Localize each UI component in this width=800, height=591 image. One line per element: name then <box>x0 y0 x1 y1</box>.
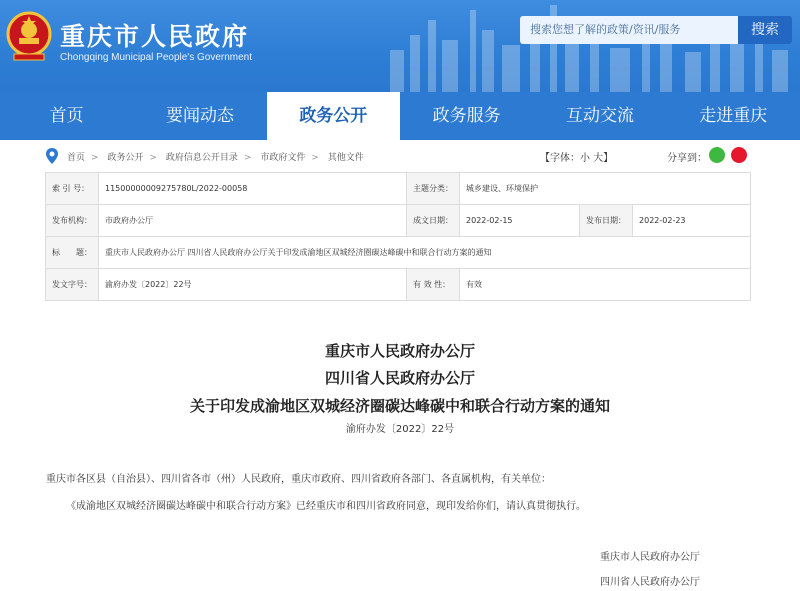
document-metadata-table <box>45 172 751 301</box>
weibo-share-icon[interactable] <box>731 147 747 163</box>
breadcrumb-home[interactable]: 首页 <box>67 153 86 163</box>
title-value: 重庆市人民政府办公厅 四川省人民政府办公厅关于印发成渝地区双城经济圈碳达峰碳中和联合行动方案的通知 <box>99 237 751 269</box>
published-date-value: 2022-02-23 <box>633 205 751 237</box>
created-date-value: 2022-02-15 <box>460 205 580 237</box>
share-label: 分享到： <box>667 153 707 164</box>
document-issuer-2: 四川省人民政府办公厅 <box>324 369 475 387</box>
breadcrumb-info-catalog[interactable]: 政府信息公开目录 <box>165 153 238 163</box>
index-label: 索 引 号： <box>46 173 99 205</box>
doc-number-label: 发文字号： <box>46 269 99 301</box>
document-recipients: 重庆市各区县（自治县）、四川省各市（州）人民政府，重庆市政府、四川省政府各部门、各直属机构，有关单位： <box>46 474 551 485</box>
national-emblem-icon <box>6 10 52 62</box>
main-nav <box>0 92 800 140</box>
published-date-label: 发布日期： <box>580 205 633 237</box>
site-title: 重庆市人民政府 <box>60 22 250 51</box>
location-pin-icon <box>45 148 59 164</box>
breadcrumb: 首页 > 政务公开 > 政府信息公开目录 > 市政府文件 > 其他文件 <box>67 153 364 163</box>
city-skyline-decoration <box>380 0 800 92</box>
signature-sichuan: 四川省人民政府办公厅 <box>600 577 700 588</box>
document-body: 《成渝地区双城经济圈碳达峰碳中和联合行动方案》已经重庆市和四川省政府同意，现印发给你们，请认真贯彻执行。 <box>66 501 586 512</box>
nav-news[interactable]: 要闻动态 <box>165 106 234 126</box>
nav-about-chongqing[interactable]: 走进重庆 <box>699 106 768 126</box>
search-button[interactable]: 搜索 <box>738 16 792 44</box>
validity-value: 有效 <box>460 269 751 301</box>
issuer-label: 发布机构： <box>46 205 99 237</box>
search-input[interactable]: 搜索您想了解的政策/资讯/服务 <box>520 16 738 44</box>
wechat-share-icon[interactable] <box>709 147 725 163</box>
nav-services[interactable]: 政务服务 <box>432 106 501 126</box>
category-label: 主题分类： <box>407 173 460 205</box>
index-value: 11500000009275780L/2022-00058 <box>99 173 407 205</box>
validity-label: 有 效 性： <box>407 269 460 301</box>
site-header <box>0 0 800 92</box>
document-title: 关于印发成渝地区双城经济圈碳达峰碳中和联合行动方案的通知 <box>189 397 610 415</box>
signature-chongqing: 重庆市人民政府办公厅 <box>600 552 700 563</box>
document-issuer-1: 重庆市人民政府办公厅 <box>324 342 475 360</box>
font-size-control[interactable]: 【字体：小 大】 <box>540 153 614 164</box>
created-date-label: 成文日期： <box>407 205 460 237</box>
breadcrumb-other-documents[interactable]: 其他文件 <box>327 153 364 163</box>
title-label: 标 题： <box>46 237 99 269</box>
document-number: 渝府办发〔2022〕22号 <box>345 424 455 435</box>
breadcrumb-gov-documents[interactable]: 市政府文件 <box>260 153 306 163</box>
nav-home[interactable]: 首页 <box>49 106 84 126</box>
breadcrumb-government-affairs[interactable]: 政务公开 <box>107 153 144 163</box>
issuer-value: 市政府办公厅 <box>99 205 407 237</box>
doc-number-value: 渝府办发〔2022〕22号 <box>99 269 407 301</box>
nav-interaction[interactable]: 互动交流 <box>565 106 634 126</box>
nav-government-affairs[interactable]: 政务公开 <box>267 92 400 140</box>
site-subtitle: Chongqing Municipal People's Government <box>60 52 253 63</box>
category-value: 城乡建设、环境保护 <box>460 173 751 205</box>
breadcrumb-bar <box>45 143 755 169</box>
